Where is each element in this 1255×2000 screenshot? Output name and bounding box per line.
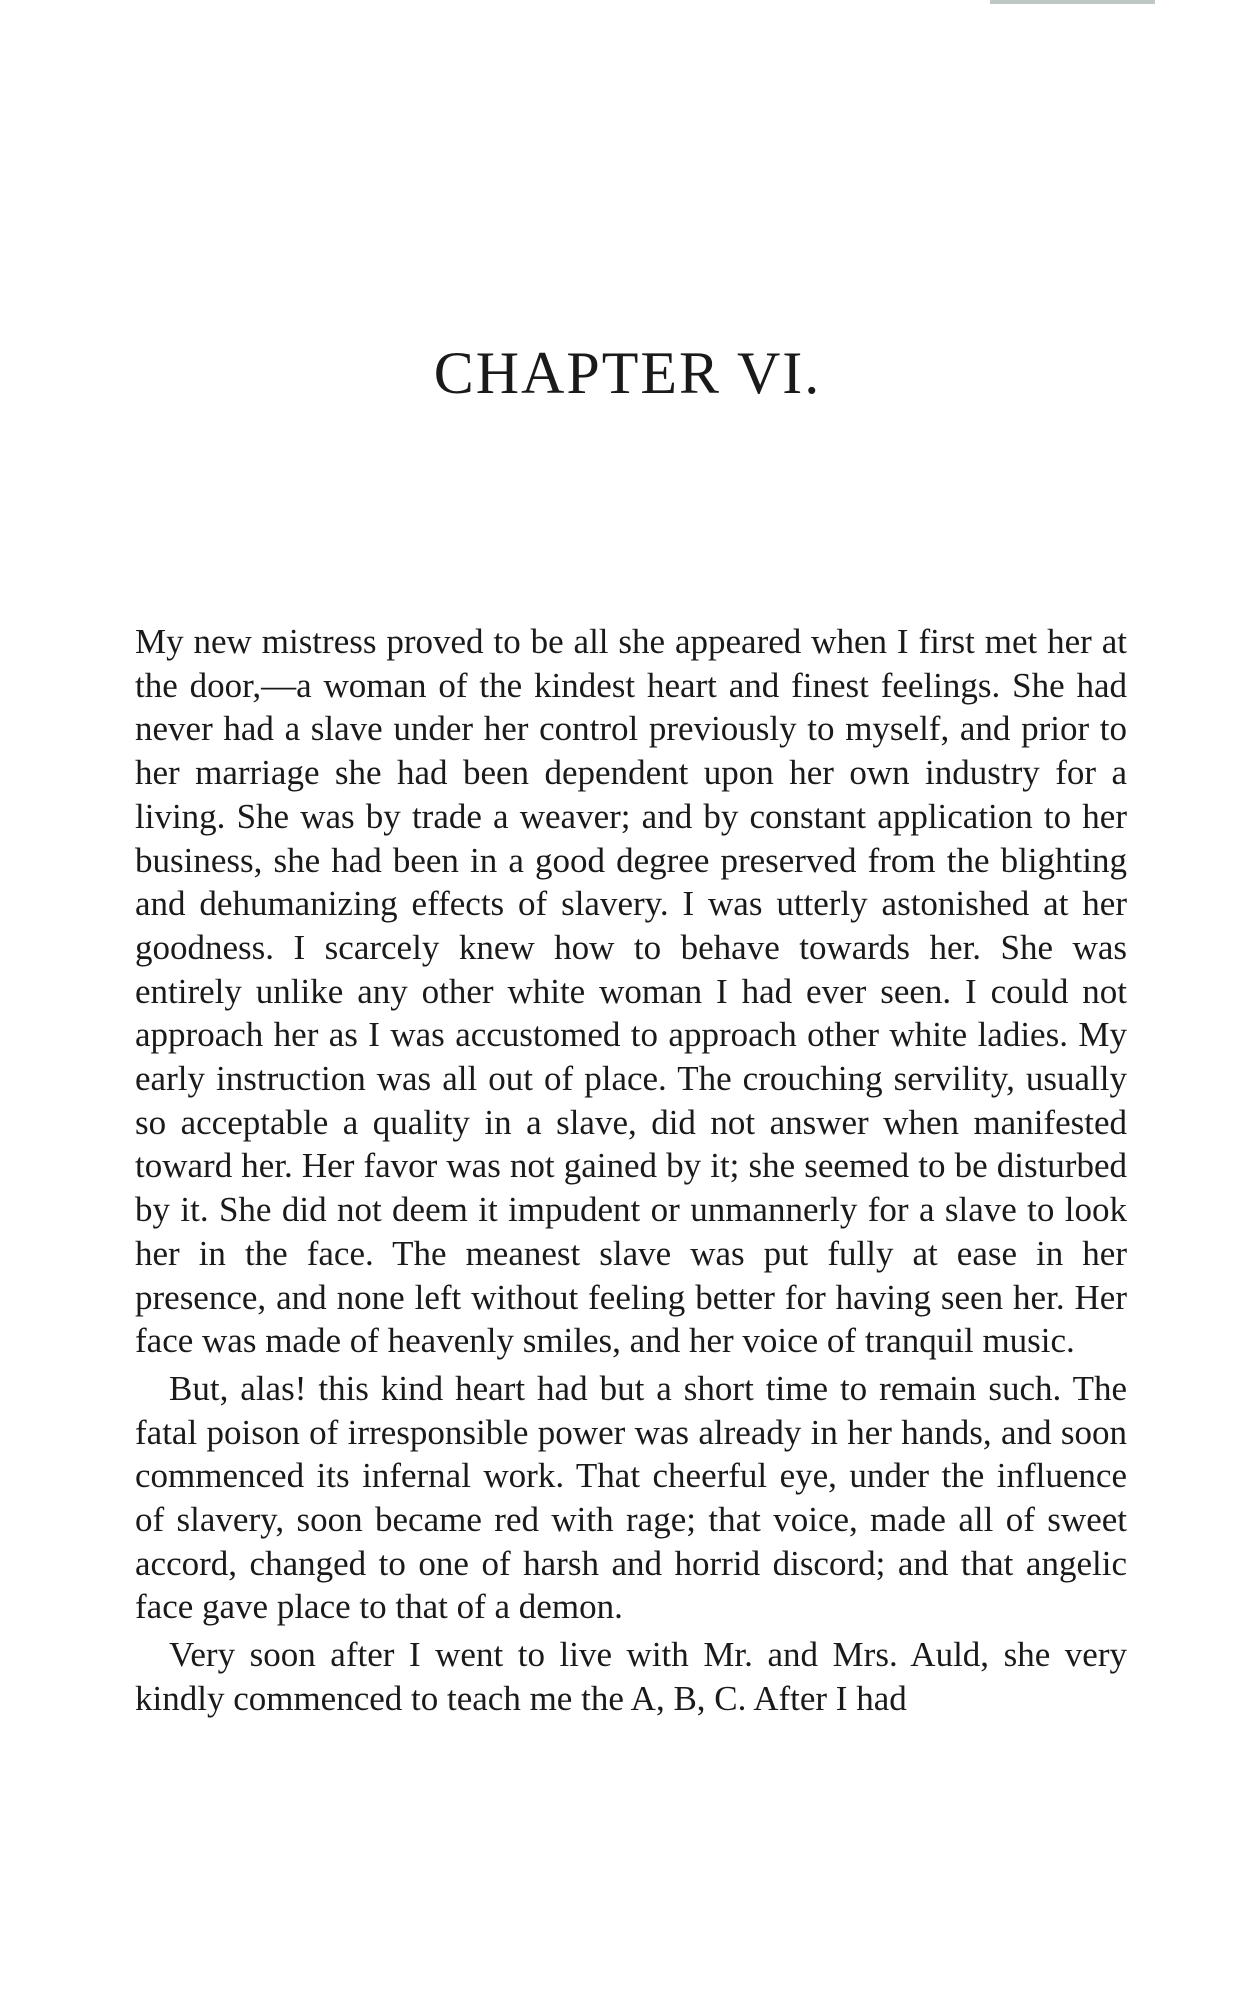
page-edge-mark: [990, 0, 1155, 4]
paragraph-1: My new mistress proved to be all she appeared when I first met her at the door,—a woman of the kindest heart and finest feelings. She had never had a slave under her control previously to myself, and prior to her marriage she had been dependent upon her own industry for a living. She was by trade a weaver; and by constant application to her business, she had been in a good degree preserved from the blighting and dehumanizing effects of slavery. I was utterly astonished at her goodness. I scarcely knew how to behave towards her. She was entirely unlike any other white woman I had ever seen. I could not approach her as I was accustomed to approach other white ladies. My early instruction was all out of place. The crouching servility, usually so acceptable a quality in a slave, did not answer when manifested toward her. Her favor was not gained by it; she seemed to be disturbed by it. She did not deem it impudent or unmannerly for a slave to look her in the face. The meanest slave was put fully at ease in her presence, and none left without feeling better for having seen her. Her face was made of heavenly smiles, and her voice of tranquil music.: [135, 622, 1127, 1361]
paragraph-2: But, alas! this kind heart had but a short time to remain such. The fatal poison of irresponsible power was already in her hands, and soon commenced its infernal work. That cheerful eye, under the influence of slavery, soon became red with rage; that voice, made all of sweet accord, changed to one of harsh and horrid discord; and that angelic face gave place to that of a demon.: [135, 1368, 1127, 1627]
paragraph-3: Very soon after I went to live with Mr. and Mrs. Auld, she very kindly commenced to teach me the A, B, C. After I had: [135, 1635, 1127, 1718]
chapter-body: [135, 620, 1127, 1721]
chapter-title: CHAPTER VI.: [433, 340, 822, 406]
